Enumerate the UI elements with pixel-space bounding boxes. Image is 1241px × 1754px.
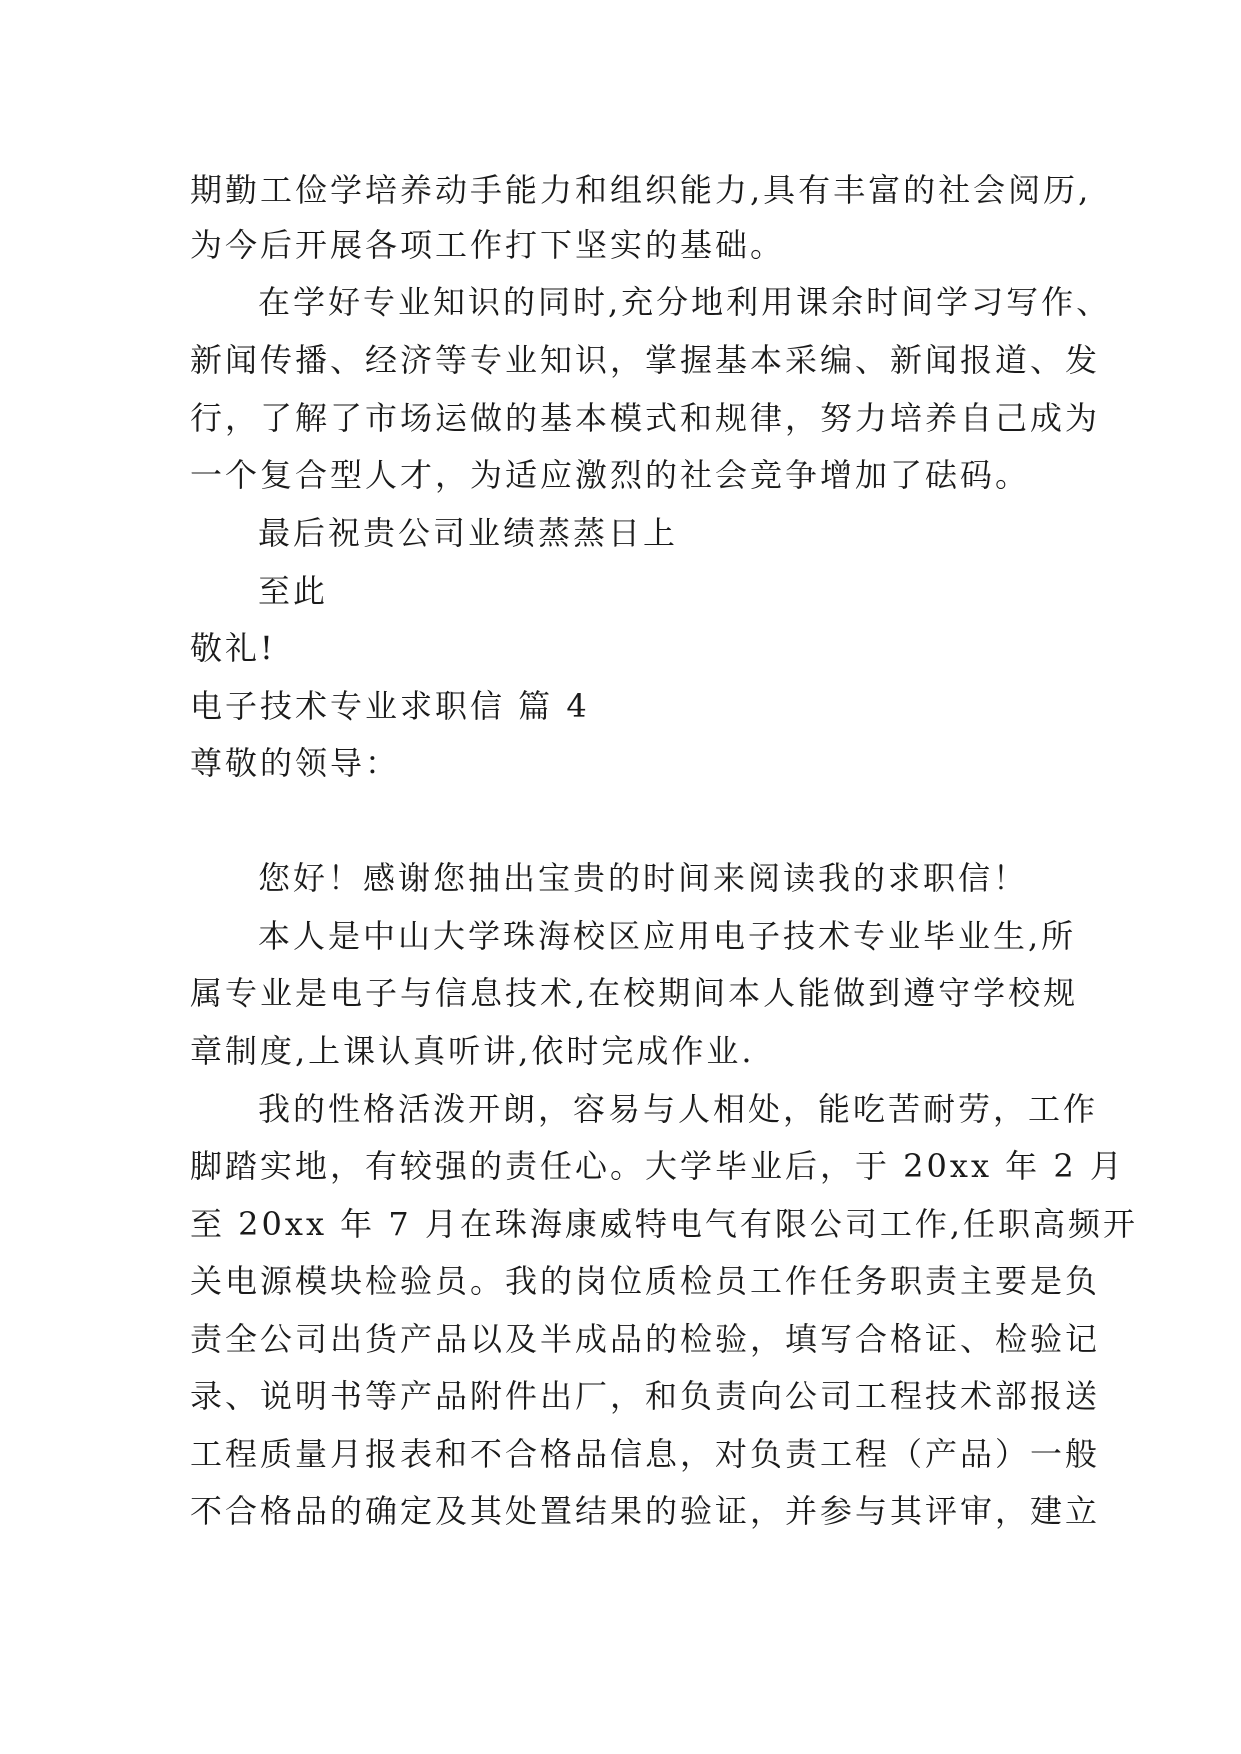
text-line: 新闻传播、经济等专业知识，掌握基本采编、新闻报道、发 xyxy=(190,341,1101,379)
text-line: 行，了解了市场运做的基本模式和规律，努力培养自己成为 xyxy=(190,399,1101,437)
text-line: 不合格品的确定及其处置结果的验证，并参与其评审，建立 xyxy=(190,1492,1101,1530)
text-line: 章制度,上课认真听讲,依时完成作业. xyxy=(190,1032,755,1070)
text-line: 脚踏实地，有较强的责任心。大学毕业后，于 20xx 年 2 月 xyxy=(190,1147,1125,1185)
text-line: 工程质量月报表和不合格品信息，对负责工程（产品）一般 xyxy=(190,1435,1101,1473)
text-line: 属专业是电子与信息技术,在校期间本人能做到遵守学校规 xyxy=(190,974,1079,1012)
text-line: 为今后开展各项工作打下坚实的基础。 xyxy=(190,226,786,264)
text-line: 至 20xx 年 7 月在珠海康威特电气有限公司工作,任职高频开 xyxy=(190,1205,1139,1243)
text-line: 一个复合型人才，为适应激烈的社会竞争增加了砝码。 xyxy=(190,456,1031,494)
text-line: 责全公司出货产品以及半成品的检验，填写合格证、检验记 xyxy=(190,1320,1101,1358)
text-line: 至此 xyxy=(258,572,329,610)
text-line: 敬礼! xyxy=(190,629,276,667)
text-line: 本人是中山大学珠海校区应用电子技术专业毕业生,所 xyxy=(258,917,1077,955)
text-line: 我的性格活泼开朗，容易与人相处，能吃苦耐劳，工作 xyxy=(258,1090,1099,1128)
text-line: 您好！感谢您抽出宝贵的时间来阅读我的求职信！ xyxy=(258,859,1029,897)
text-line: 录、说明书等产品附件出厂，和负责向公司工程技术部报送 xyxy=(190,1377,1101,1415)
text-line: 关电源模块检验员。我的岗位质检员工作任务职责主要是负 xyxy=(190,1262,1101,1300)
text-line: 期勤工俭学培养动手能力和组织能力,具有丰富的社会阅历, xyxy=(190,171,1092,209)
salutation: 尊敬的领导： xyxy=(190,744,401,782)
section-heading: 电子技术专业求职信 篇 4 xyxy=(190,687,590,725)
text-line: 在学好专业知识的同时,充分地利用课余时间学习写作、 xyxy=(258,283,1112,321)
text-line: 最后祝贵公司业绩蒸蒸日上 xyxy=(258,514,679,552)
